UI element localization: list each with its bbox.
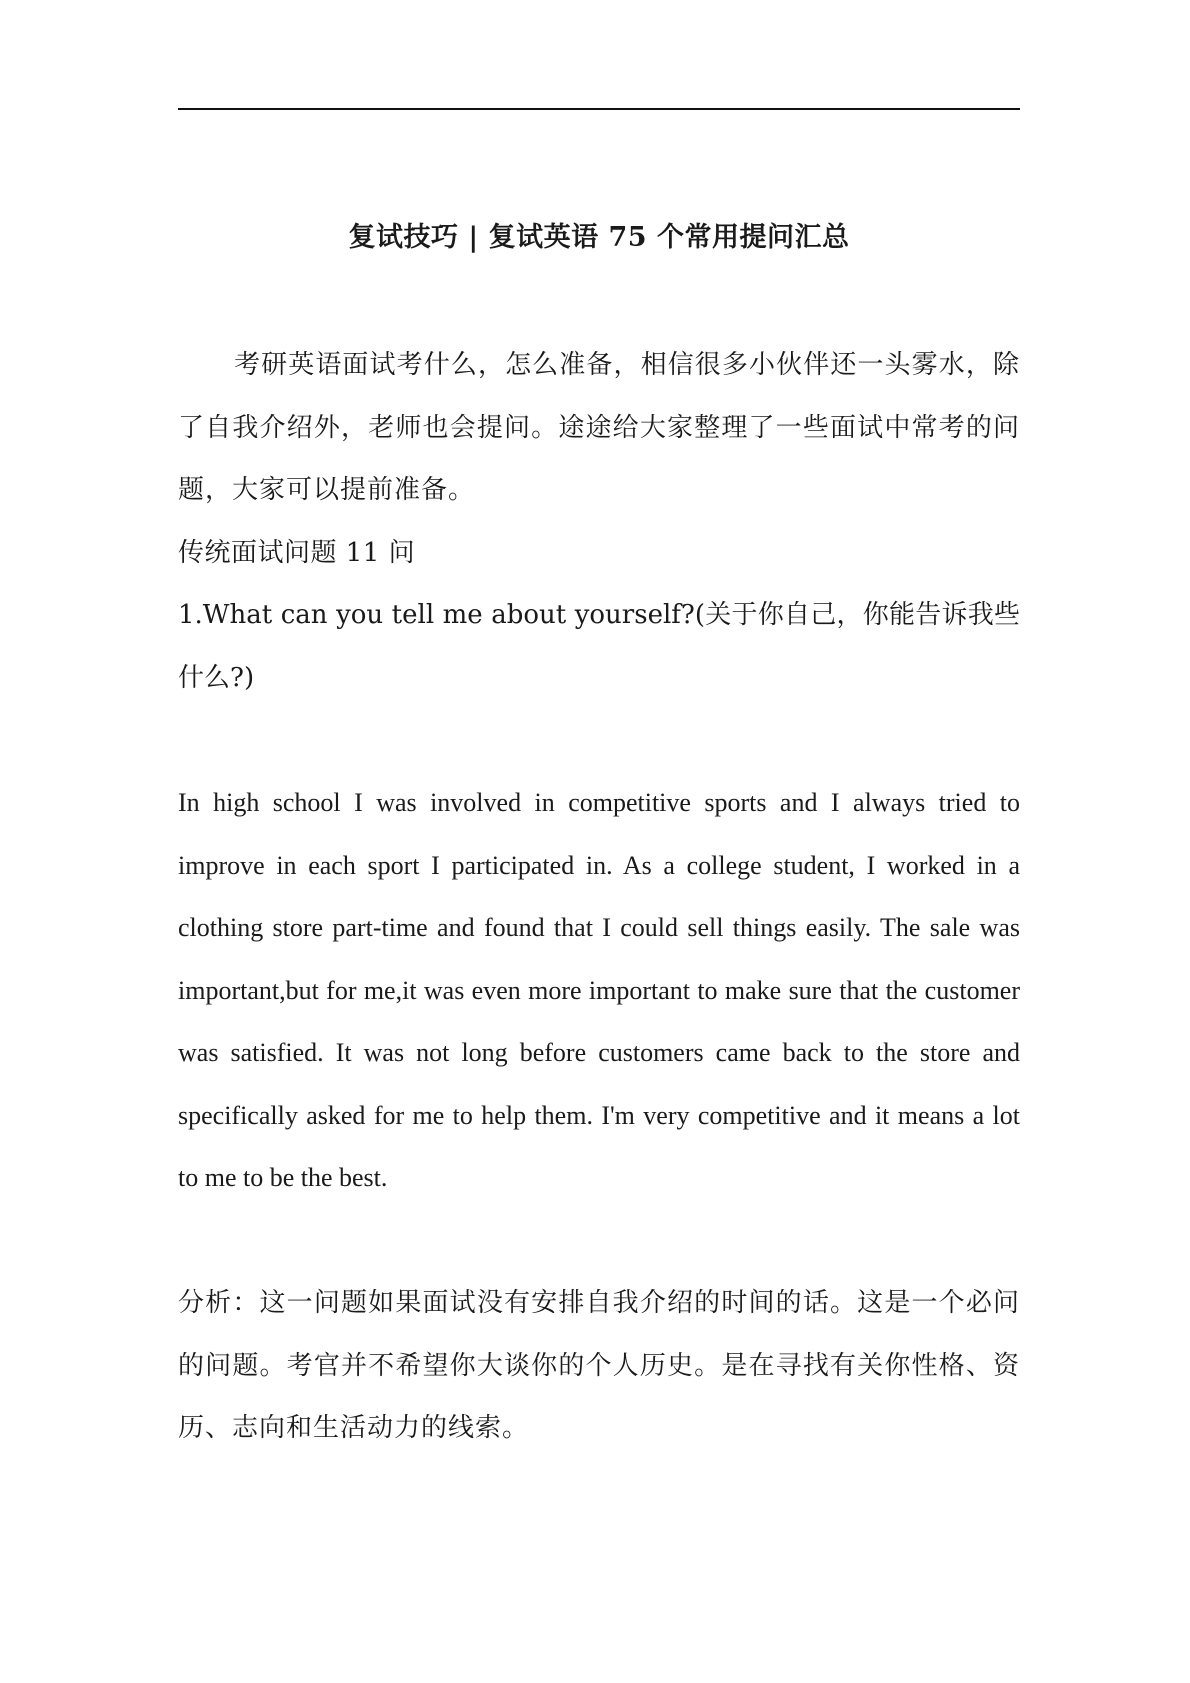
answer-1: In high school I was involved in competitive sports and I always tried to improve in each sport I participated in. As a college student, I worked in a clothing store part-time and found that I could sell things easily. The sale was important,but for me,it was even more important to make sure that the customer was satisfied. It was not long before customers came back to the store and specifically asked for me to help them. I'm very competitive and it means a lot to me to be the best. xyxy=(178,788,1020,1192)
intro-paragraph: 考研英语面试考什么，怎么准备，相信很多小伙伴还一头雾水，除了自我介绍外，老师也会提问。途途给大家整理了一些面试中常考的问题，大家可以提前准备。 xyxy=(178,350,1020,505)
header-rule xyxy=(178,108,1020,110)
question-1: 1.What can you tell me about yourself?(关于你自己，你能告诉我些什么?) xyxy=(178,600,1020,693)
analysis-1: 分析：这一问题如果面试没有安排自我介绍的时间的话。这是一个必问的问题。考官并不希望你大谈你的个人历史。是在寻找有关你性格、资历、志向和生活动力的线索。 xyxy=(178,1288,1020,1443)
document-title: 复试技巧 | 复试英语 75 个常用提问汇总 xyxy=(348,222,850,253)
section-heading: 传统面试问题 11 问 xyxy=(178,538,416,568)
